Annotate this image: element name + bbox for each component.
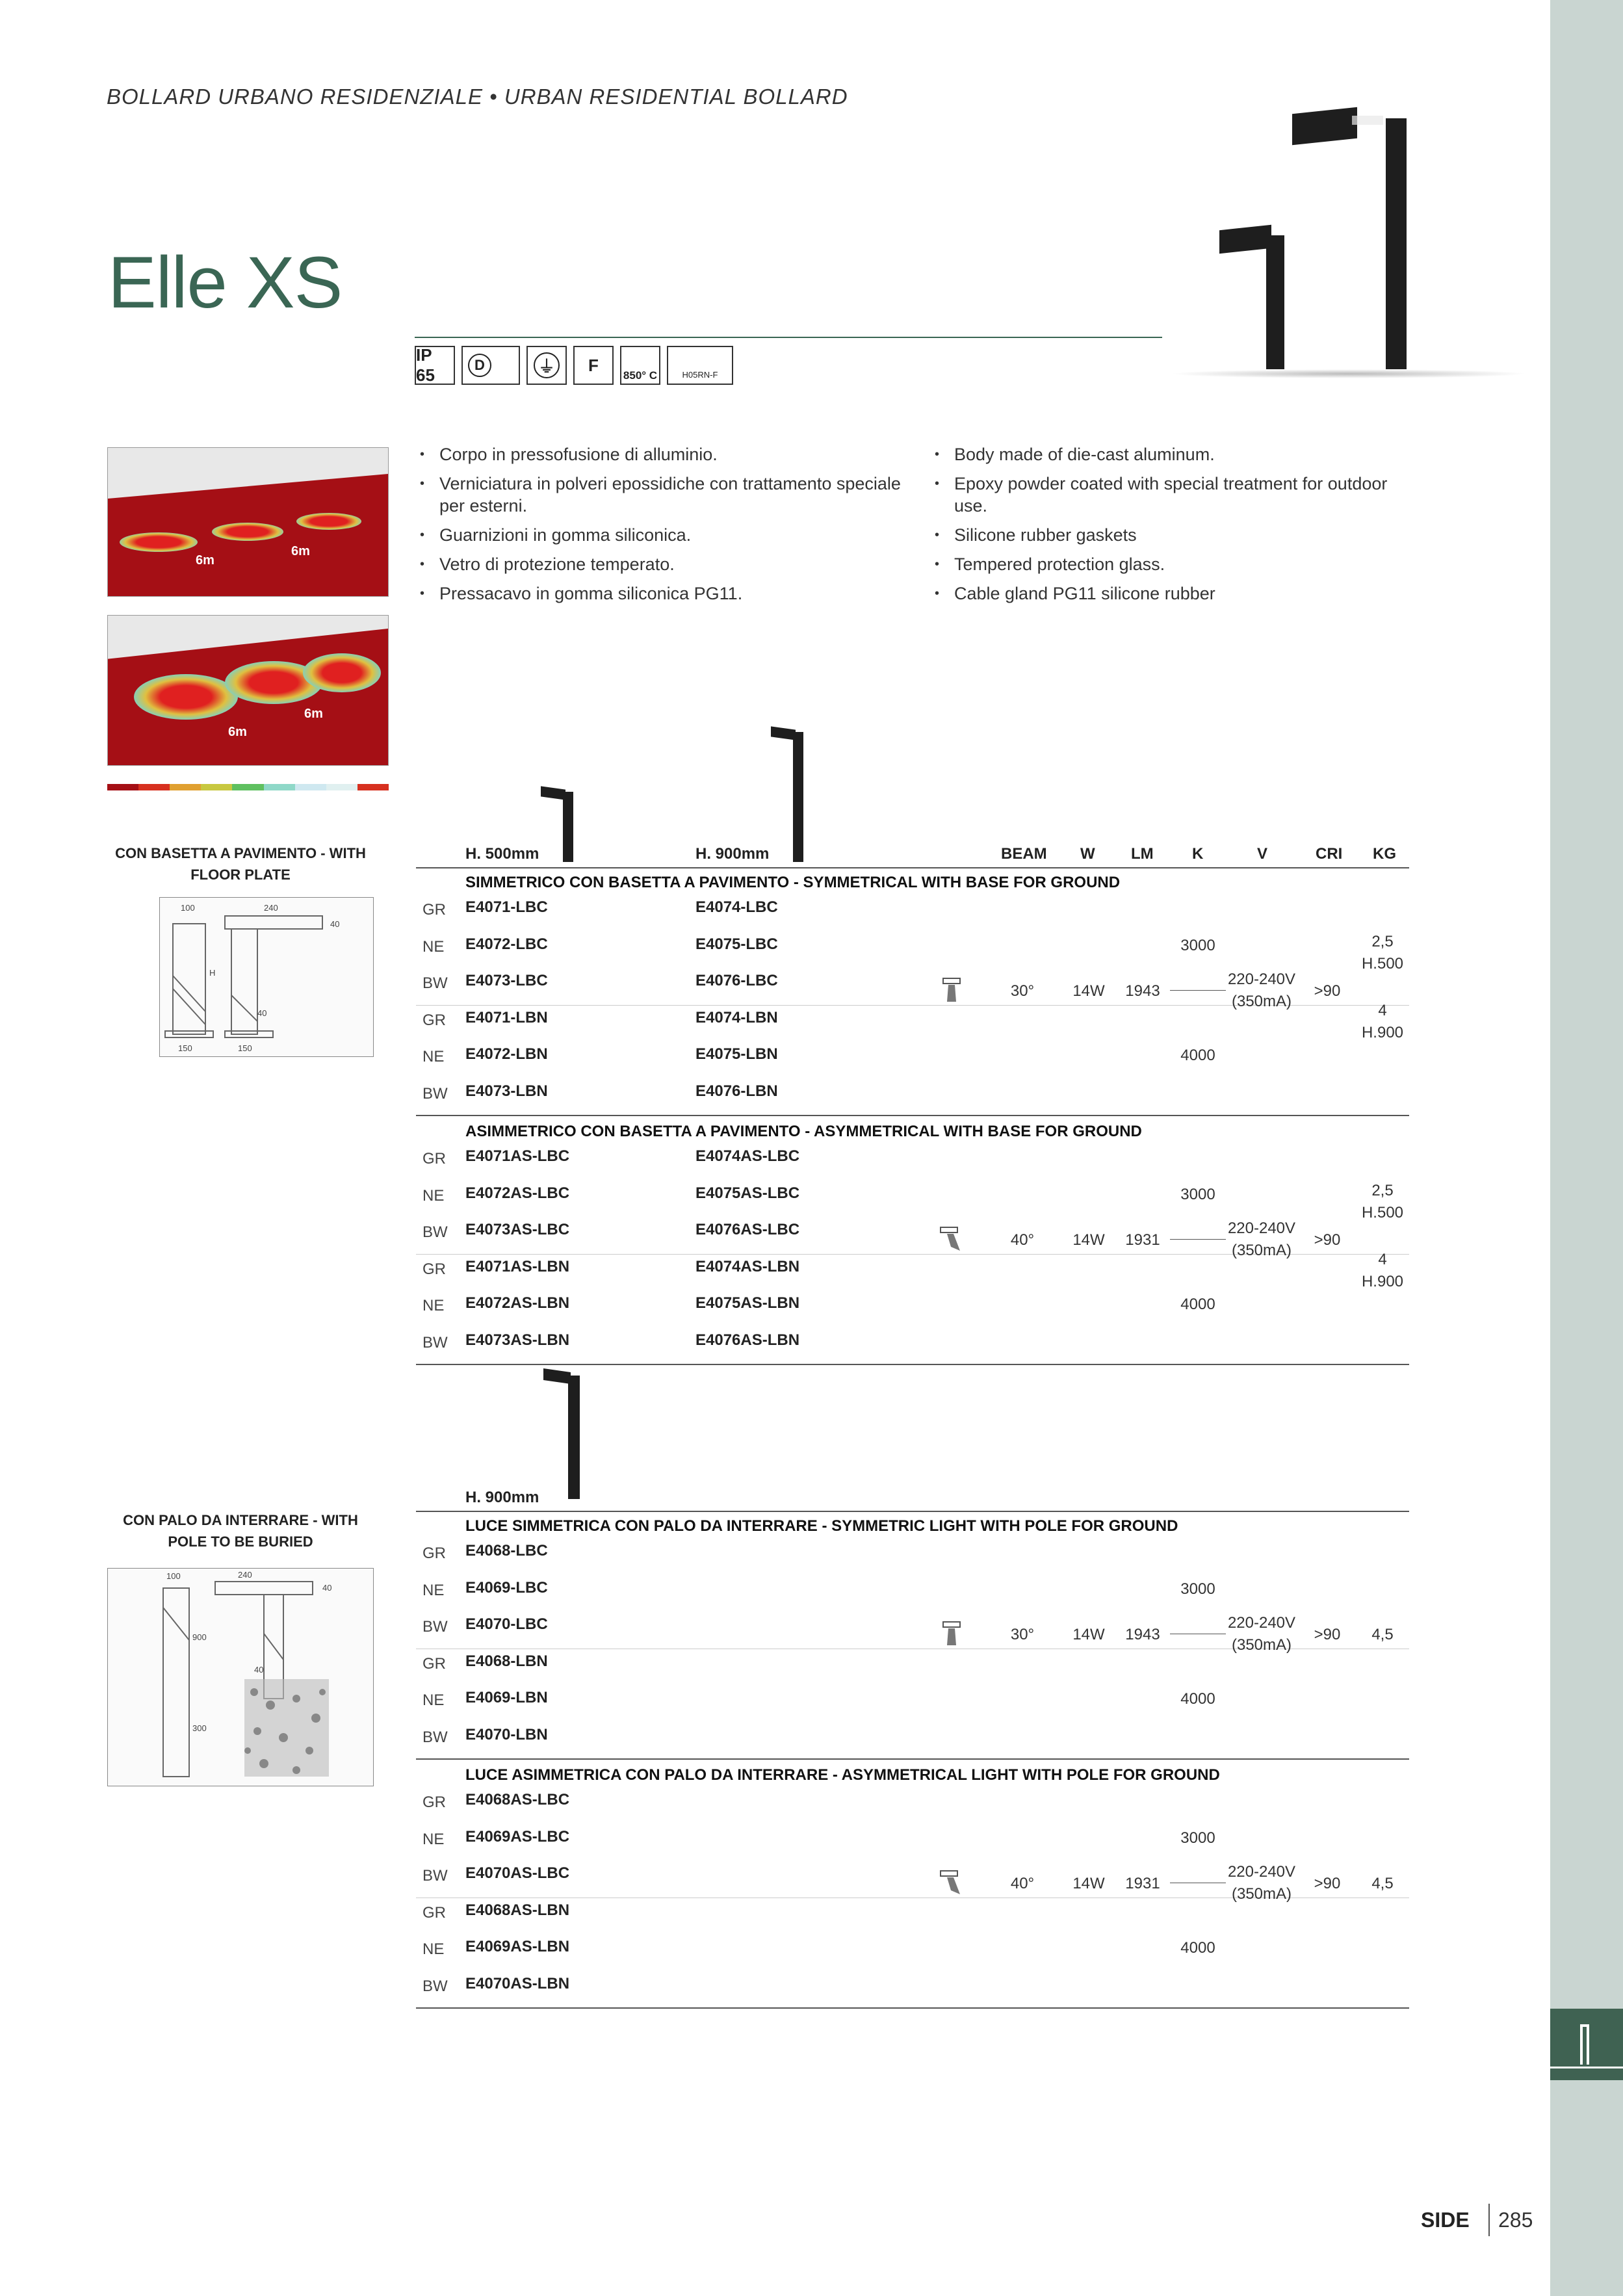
group-bottom-rule (416, 2007, 1409, 2009)
feature-it-1: • Corpo in pressofusione di alluminio. (416, 443, 910, 465)
wattage: 14W (1072, 1231, 1105, 1249)
header-cri: CRI (1316, 845, 1343, 863)
current: (350mA) (1231, 993, 1292, 1011)
bollard-500-icon (541, 788, 577, 863)
color-code: NE (422, 1830, 445, 1848)
dim-150-left: 150 (178, 1043, 192, 1053)
feature-en-5: • Cable gland PG11 silicone rubber (931, 582, 1425, 605)
dim-100: 100 (166, 1571, 181, 1581)
color-code: NE (422, 937, 445, 956)
product-code-a: E4068AS-LBN (465, 1901, 570, 1919)
bollard-900-icon (771, 728, 807, 863)
table-header-rule (416, 867, 1409, 868)
feature-en-4: • Tempered protection glass. (931, 553, 1425, 575)
product-code-a: E4073AS-LBN (465, 1331, 570, 1349)
earth-class-icon (526, 346, 567, 385)
led-module (1352, 116, 1383, 125)
scale-segment (357, 784, 389, 790)
scale-segment (201, 784, 232, 790)
color-code: NE (422, 1581, 445, 1599)
cri-value: >90 (1314, 982, 1341, 1000)
product-code-a: E4069-LBN (465, 1689, 548, 1706)
cct-4000: 4000 (1180, 1690, 1215, 1708)
earth-label: ⏚ (534, 352, 560, 378)
light-spot-1 (120, 532, 198, 552)
cri-value: >90 (1314, 1875, 1341, 1893)
product-image (1157, 98, 1540, 384)
symmetric-beam-icon (938, 1619, 967, 1648)
color-code: BW (422, 1728, 448, 1746)
cable-type-icon (667, 346, 733, 385)
features-italian (416, 443, 910, 612)
product-code-a: E4070AS-LBC (465, 1864, 570, 1882)
product-code-a: E4071-LBC (465, 898, 548, 916)
feature-it-2: • Verniciatura in polveri epossidiche con trattamento speciale per esterni. (416, 473, 910, 517)
group-title: ASIMMETRICO CON BASETTA A PAVIMENTO - ASYMMETRICAL WITH BASE FOR GROUND (465, 1123, 1142, 1140)
tall-bollard-head (1292, 107, 1357, 146)
ip65-icon (415, 346, 455, 385)
product-code-a: E4073-LBN (465, 1082, 548, 1100)
kg-h500: 2,5 (1371, 1182, 1394, 1200)
color-code: BW (422, 1333, 448, 1351)
voltage: 220-240V (1227, 1863, 1296, 1881)
cri-value: >90 (1314, 1231, 1341, 1249)
product-code-a: E4071AS-LBC (465, 1147, 570, 1165)
cable-type-label: H05RN-F (682, 370, 718, 380)
feature-en-3: • Silicone rubber gaskets (931, 524, 1425, 546)
d-class-label: D (468, 354, 491, 377)
dim-240: 240 (264, 903, 278, 913)
beam-angle: 30° (1010, 982, 1035, 1000)
distance-label-4: 6m (304, 707, 323, 721)
product-code-a: E4072-LBC (465, 935, 548, 953)
title-rule (415, 337, 1162, 338)
dim-900: 900 (192, 1632, 207, 1642)
page-number: 285 (1498, 2208, 1533, 2232)
color-code: NE (422, 1297, 445, 1314)
product-code-a: E4072AS-LBC (465, 1184, 570, 1202)
symmetric-beam-icon (938, 976, 967, 1004)
scale-segment (295, 784, 326, 790)
product-code-a: E4072-LBN (465, 1045, 548, 1063)
ip65-label: IP 65 (416, 345, 435, 385)
lumens: 1943 (1125, 1626, 1160, 1644)
header-h900: H. 900mm (695, 845, 770, 863)
wattage: 14W (1072, 1875, 1105, 1893)
product-code-a: E4069AS-LBN (465, 1938, 570, 1955)
lumens: 1931 (1125, 1875, 1160, 1893)
ground-shadow (1170, 369, 1527, 378)
current: (350mA) (1231, 1242, 1292, 1260)
distance-label-2: 6m (291, 544, 310, 558)
wattage: 14W (1072, 982, 1105, 1000)
product-code-b: E4076-LBC (695, 972, 778, 989)
product-code-a: E4070-LBN (465, 1725, 548, 1743)
beam-angle: 30° (1010, 1626, 1035, 1644)
color-code: NE (422, 1048, 445, 1065)
product-code-a: E4068-LBN (465, 1652, 548, 1670)
cct-3000: 3000 (1180, 1185, 1215, 1203)
dim-240: 240 (238, 1570, 252, 1580)
scale-segment (107, 784, 138, 790)
feature-it-4: • Vetro di protezione temperato. (416, 553, 910, 575)
header-h500: H. 500mm (465, 845, 539, 863)
dim-40: 40 (254, 1665, 264, 1675)
color-code: GR (422, 1260, 446, 1278)
product-code-b: E4076AS-LBC (695, 1221, 800, 1238)
kg-value: 4,5 (1371, 1626, 1394, 1644)
f-mark-label: F (588, 355, 599, 375)
color-code: GR (422, 901, 446, 919)
lumens: 1943 (1125, 982, 1160, 1000)
heatmap-asymmetric (107, 615, 389, 766)
current: (350mA) (1231, 1636, 1292, 1654)
product-code-a: E4069-LBC (465, 1578, 548, 1597)
header-lm: LM (1131, 845, 1154, 863)
f-mark-icon (573, 346, 614, 385)
kg-h900: 4 (1378, 1002, 1387, 1020)
product-code-a: E4071AS-LBN (465, 1257, 570, 1275)
header-v: V (1257, 845, 1268, 863)
short-bollard-head (1219, 225, 1271, 254)
voltage: 220-240V (1227, 1220, 1296, 1238)
current: (350mA) (1231, 1885, 1292, 1903)
color-code: GR (422, 1903, 446, 1922)
cct-3000: 3000 (1180, 1580, 1215, 1598)
k-divider (1170, 1239, 1226, 1240)
tall-bollard-pole (1386, 118, 1407, 372)
product-code-b: E4075AS-LBN (695, 1294, 800, 1312)
scale-segment (326, 784, 357, 790)
color-code: GR (422, 1545, 446, 1562)
beam-angle: 40° (1010, 1231, 1035, 1249)
color-code: BW (422, 1223, 448, 1241)
scale-segment (170, 784, 201, 790)
dim-150-right: 150 (238, 1043, 252, 1053)
feature-en-2: • Epoxy powder coated with special treatment for outdoor use. (931, 473, 1425, 517)
asymmetric-beam-icon (938, 1225, 967, 1253)
cct-4000: 4000 (1180, 1296, 1215, 1313)
cct-4000: 4000 (1180, 1047, 1215, 1064)
footer-separator (1488, 2204, 1490, 2236)
color-code: GR (422, 1011, 446, 1029)
group-bottom-rule (416, 1115, 1409, 1116)
product-code-b: E4076AS-LBN (695, 1331, 800, 1349)
color-code: BW (422, 974, 448, 992)
group-bottom-rule (416, 1364, 1409, 1365)
color-code: BW (422, 1977, 448, 1995)
dim-h: H (209, 968, 216, 978)
color-code: BW (422, 1618, 448, 1636)
header-k: K (1192, 845, 1204, 863)
scale-segment (264, 784, 295, 790)
product-code-a: E4071-LBN (465, 1008, 548, 1026)
glow-wire-icon (620, 346, 660, 385)
kg-h900-label: H.900 (1361, 1273, 1404, 1291)
beam-angle: 40° (1010, 1875, 1035, 1893)
color-code: BW (422, 1867, 448, 1885)
product-code-a: E4072AS-LBN (465, 1294, 570, 1312)
feature-it-3: • Guarnizioni in gomma siliconica. (416, 524, 910, 546)
distance-label-3: 6m (228, 725, 247, 739)
right-sidebar (1550, 0, 1623, 2296)
product-code-a: E4073AS-LBC (465, 1221, 570, 1238)
kg-h500: 2,5 (1371, 933, 1394, 951)
group-title: LUCE SIMMETRICA CON PALO DA INTERRARE - SYMMETRIC LIGHT WITH POLE FOR GROUND (465, 1517, 1178, 1535)
wattage: 14W (1072, 1626, 1105, 1644)
dim-100: 100 (181, 903, 195, 913)
kg-h900: 4 (1378, 1251, 1387, 1269)
d-class-icon (461, 346, 520, 385)
header-category: BOLLARD URBANO RESIDENZIALE • URBAN RESIDENTIAL BOLLARD (107, 85, 848, 109)
feature-it-5: • Pressacavo in gomma siliconica PG11. (416, 582, 910, 605)
group-title: LUCE ASIMMETRICA CON PALO DA INTERRARE - ASYMMETRICAL LIGHT WITH POLE FOR GROUND (465, 1766, 1220, 1784)
scale-segment (232, 784, 263, 790)
base-section-label: CON BASETTA A PAVIMENTO - WITH FLOOR PLATE (115, 845, 366, 883)
group-bottom-rule (416, 1758, 1409, 1760)
product-code-a: E4070AS-LBN (465, 1974, 570, 1992)
kg-value: 4,5 (1371, 1875, 1394, 1893)
header-w: W (1080, 845, 1095, 863)
heatmap-symmetric (107, 447, 389, 597)
product-code-b: E4075AS-LBC (695, 1184, 800, 1202)
voltage: 220-240V (1227, 1614, 1296, 1632)
footer-section-name: SIDE (1421, 2208, 1470, 2232)
cri-value: >90 (1314, 1626, 1341, 1644)
color-code: NE (422, 1691, 445, 1709)
brand-line (1550, 2067, 1623, 2068)
product-code-b: E4075-LBC (695, 935, 778, 953)
bollard-pole-icon (543, 1370, 589, 1500)
product-code-a: E4070-LBC (465, 1615, 548, 1633)
base-technical-drawing (159, 897, 374, 1057)
asymmetric-beam-icon (938, 1868, 967, 1897)
distance-label-1: 6m (196, 553, 214, 567)
header-beam: BEAM (1001, 845, 1047, 863)
color-code: GR (422, 1654, 446, 1673)
product-code-b: E4074AS-LBN (695, 1257, 800, 1275)
cct-3000: 3000 (1180, 1829, 1215, 1847)
color-code: GR (422, 1794, 446, 1811)
voltage: 220-240V (1227, 971, 1296, 989)
product-code-a: E4069AS-LBC (465, 1827, 570, 1846)
heatmap-color-scale (107, 784, 389, 790)
feature-en-1: • Body made of die-cast aluminum. (931, 443, 1425, 465)
color-code: GR (422, 1150, 446, 1168)
product-code-a: E4073-LBC (465, 972, 548, 989)
product-code-b: E4074AS-LBC (695, 1147, 800, 1165)
cct-3000: 3000 (1180, 936, 1215, 954)
product-code-b: E4075-LBN (695, 1045, 778, 1063)
dim-40: 40 (257, 1008, 267, 1018)
color-code: NE (422, 1940, 445, 1958)
kg-h500-label: H.500 (1361, 955, 1404, 973)
group-title: SIMMETRICO CON BASETTA A PAVIMENTO - SYMMETRICAL WITH BASE FOR GROUND (465, 874, 1121, 891)
kg-h500-label: H.500 (1361, 1204, 1404, 1222)
brand-logo (1550, 2009, 1623, 2080)
dim-300: 300 (192, 1723, 207, 1733)
product-code-a: E4068AS-LBC (465, 1791, 570, 1808)
page-title: Elle XS (108, 242, 343, 323)
short-bollard-pole (1266, 235, 1284, 372)
light-spot-1 (134, 674, 238, 720)
product-code-b: E4074-LBN (695, 1008, 778, 1026)
header-pole-h900: H. 900mm (465, 1489, 539, 1506)
light-spot-3 (303, 653, 381, 692)
product-code-b: E4074-LBC (695, 898, 778, 916)
brand-mark-icon (1580, 2024, 1589, 2065)
kg-h900-label: H.900 (1361, 1024, 1404, 1042)
light-spot-2 (212, 523, 283, 541)
color-code: BW (422, 1084, 448, 1102)
header-kg: KG (1373, 845, 1396, 863)
dim-40-top: 40 (330, 919, 340, 929)
lumens: 1931 (1125, 1231, 1160, 1249)
cct-4000: 4000 (1180, 1939, 1215, 1957)
glow-wire-label: 850° C (623, 369, 658, 382)
product-code-a: E4068-LBC (465, 1542, 548, 1559)
pole-section-label: CON PALO DA INTERRARE - WITH POLE TO BE BURIED (123, 1512, 358, 1550)
pole-technical-drawing (107, 1568, 374, 1786)
k-divider (1170, 990, 1226, 991)
features-english (931, 443, 1425, 612)
color-code: NE (422, 1186, 445, 1205)
light-spot-3 (296, 513, 361, 530)
product-code-b: E4076-LBN (695, 1082, 778, 1100)
pole-header-rule (416, 1511, 1409, 1512)
dim-40-top: 40 (322, 1583, 332, 1593)
scale-segment (138, 784, 170, 790)
